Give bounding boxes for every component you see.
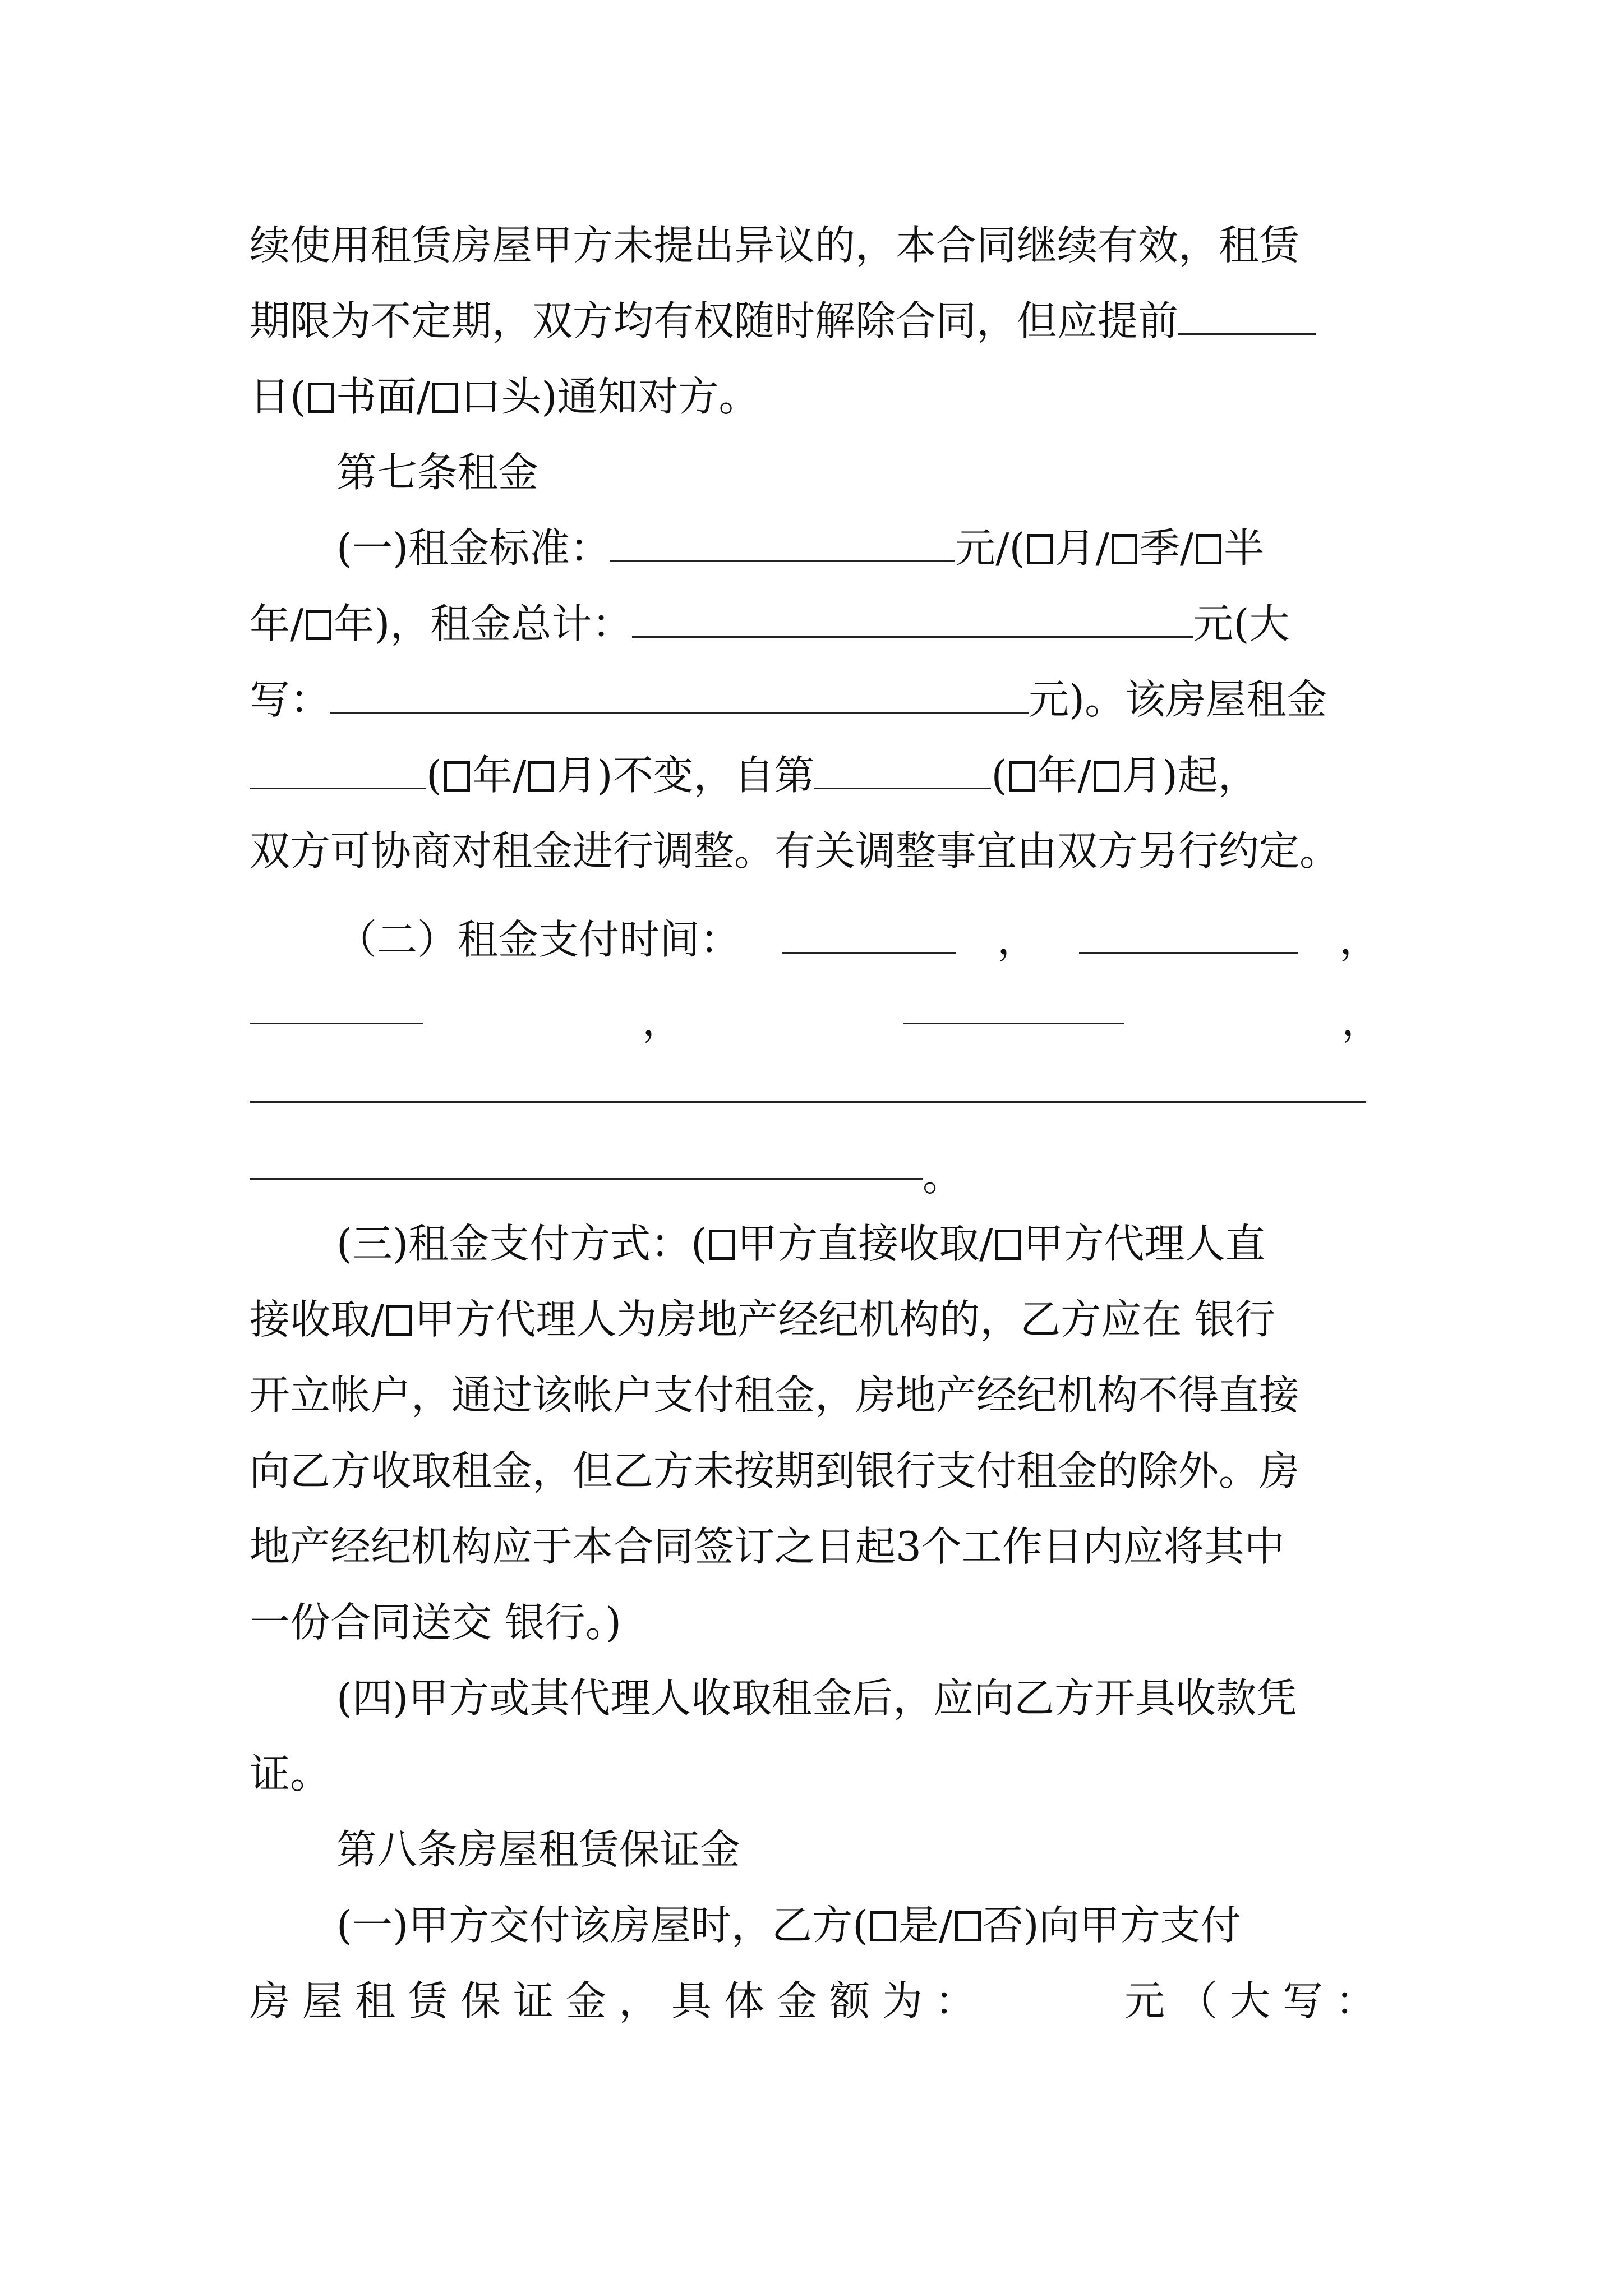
option-agent-label: 甲方代理人直 bbox=[1023, 1220, 1266, 1267]
option-no-label: 否)向甲方支付 bbox=[983, 1902, 1241, 1949]
rent-adjust-period-blank bbox=[814, 754, 991, 789]
rent-total-label: 年)，租金总计： bbox=[334, 600, 633, 647]
payment-time-blank-5 bbox=[250, 1101, 1366, 1103]
option-yes-label: 是/ bbox=[898, 1902, 953, 1949]
payment-time-blank-3 bbox=[250, 1023, 423, 1024]
checkbox-adjust-year[interactable] bbox=[1009, 761, 1035, 792]
article6-line-2-text: 期限为不定期，双方均有权随时解除合同，但应提前 bbox=[250, 297, 1179, 344]
article7-title: 第七条租金 bbox=[336, 449, 539, 496]
option-written-label: 书面/ bbox=[336, 373, 431, 420]
checkbox-month[interactable] bbox=[1027, 534, 1053, 564]
notice-days-blank bbox=[1178, 300, 1316, 335]
rent-standard-line-4 bbox=[250, 733, 1388, 817]
option-landlord-direct-label: 甲方直接收取/ bbox=[737, 1220, 993, 1267]
comma: ， bbox=[642, 997, 683, 1045]
payment-method-line-3: 开立帐户，通过该帐户支付租金，房地产经纪机构不得直接 bbox=[250, 1372, 1300, 1419]
rent-text: 元)。该房屋租金 bbox=[1029, 676, 1327, 723]
rent-uppercase-blank bbox=[330, 678, 1029, 714]
payment-method-line-4: 向乙方收取租金，但乙方未按期到银行支付租金的除外。房 bbox=[250, 1447, 1300, 1494]
option-year-label: 年/ bbox=[472, 752, 527, 799]
checkbox-unchanged-year[interactable] bbox=[444, 761, 470, 792]
checkbox-agent-direct[interactable] bbox=[995, 1230, 1021, 1260]
payment-time-line-1 bbox=[336, 898, 1380, 982]
deposit-amount-unit: 元（大写： bbox=[1124, 1977, 1388, 2024]
checkbox-quarter[interactable] bbox=[1112, 534, 1137, 564]
option-half-year-label: 年/ bbox=[250, 600, 304, 647]
option-year-label-2: 年/ bbox=[1037, 752, 1091, 799]
comma: ， bbox=[1341, 997, 1382, 1045]
rent-unchanged-text: 月)不变，自第 bbox=[556, 752, 815, 799]
deposit-text: (一)甲方交付该房屋时，乙方( bbox=[336, 1902, 869, 1949]
rent-unchanged-period-blank bbox=[250, 754, 426, 789]
rent-adjust-text: 月)起， bbox=[1121, 752, 1258, 799]
checkbox-unchanged-month[interactable] bbox=[528, 761, 554, 792]
unit-text: 元/( bbox=[955, 524, 1025, 572]
checkbox-year[interactable] bbox=[306, 610, 331, 640]
payment-method-label: (三)租金支付方式：( bbox=[336, 1220, 707, 1267]
payment-method-line-6: 一份合同送交 银行。) bbox=[250, 1599, 621, 1646]
deposit-line-2 bbox=[250, 1959, 1388, 2043]
checkbox-agency-bank[interactable] bbox=[386, 1305, 412, 1336]
option-agency-bank-label: 甲方代理人为房地产经纪机构的，乙方应在 银行 bbox=[414, 1296, 1276, 1343]
rent-total-unit: 元(大 bbox=[1193, 600, 1290, 647]
rent-standard-blank bbox=[610, 527, 955, 562]
article8-title: 第八条房屋租赁保证金 bbox=[336, 1826, 741, 1873]
period: 。 bbox=[923, 1153, 963, 1200]
checkbox-half-year[interactable] bbox=[1196, 534, 1221, 564]
option-month-label: 月/ bbox=[1055, 524, 1109, 572]
option-verbal-label: 口头)通知对方。 bbox=[460, 373, 759, 420]
receipt-line-2: 证。 bbox=[250, 1750, 331, 1797]
checkbox-verbal[interactable] bbox=[432, 383, 458, 413]
deposit-amount-label: 房屋租赁保证金，具体金额为： bbox=[250, 1977, 988, 2024]
rent-standard-label: (一)租金标准： bbox=[336, 524, 611, 572]
option-quarter-label: 季/ bbox=[1139, 524, 1194, 572]
rent-standard-line-3 bbox=[250, 657, 1388, 742]
payment-time-blank-2 bbox=[1079, 918, 1298, 954]
article6-line-3 bbox=[250, 355, 1388, 439]
option-half-label: 半 bbox=[1224, 524, 1265, 572]
payment-time-blank-6 bbox=[250, 1178, 923, 1180]
checkbox-adjust-month[interactable] bbox=[1094, 761, 1119, 792]
article6-line-2 bbox=[250, 279, 1388, 363]
receipt-line-1: (四)甲方或其代理人收取租金后，应向乙方开具收款凭 bbox=[336, 1674, 1297, 1722]
payment-method-line-2 bbox=[250, 1277, 1388, 1361]
payment-method-line-1 bbox=[336, 1202, 1388, 1286]
paren-open-2: ( bbox=[991, 752, 1007, 799]
payment-time-blank-4 bbox=[903, 1023, 1124, 1024]
payment-time-label: （二）租金支付时间： bbox=[336, 916, 741, 963]
article6-text: 日( bbox=[250, 373, 306, 420]
comma: ， bbox=[997, 916, 1038, 963]
article6-line-1: 续使用租赁房屋甲方未提出异议的，本合同继续有效，租赁 bbox=[250, 222, 1300, 269]
deposit-line-1 bbox=[336, 1883, 1388, 1967]
checkbox-deposit-no[interactable] bbox=[955, 1911, 981, 1941]
paren-open: ( bbox=[426, 752, 442, 799]
rent-standard-line-5: 双方可协商对租金进行调整。有关调整事宜由双方另行约定。 bbox=[250, 827, 1340, 875]
payment-method-line-5: 地产经纪机构应于本合同签订之日起3个工作日内应将其中 bbox=[250, 1523, 1285, 1570]
comma: ， bbox=[1339, 916, 1380, 963]
checkbox-deposit-yes[interactable] bbox=[870, 1911, 896, 1941]
rent-standard-line-2 bbox=[250, 582, 1388, 666]
checkbox-written[interactable] bbox=[308, 383, 334, 413]
option-agent-direct-label: 接收取/ bbox=[250, 1296, 385, 1343]
uppercase-label: 写： bbox=[250, 676, 331, 723]
rent-standard-line-1 bbox=[336, 506, 1388, 590]
checkbox-landlord-direct[interactable] bbox=[709, 1230, 735, 1260]
payment-time-blank-1 bbox=[782, 918, 956, 954]
rent-total-blank bbox=[632, 602, 1193, 638]
